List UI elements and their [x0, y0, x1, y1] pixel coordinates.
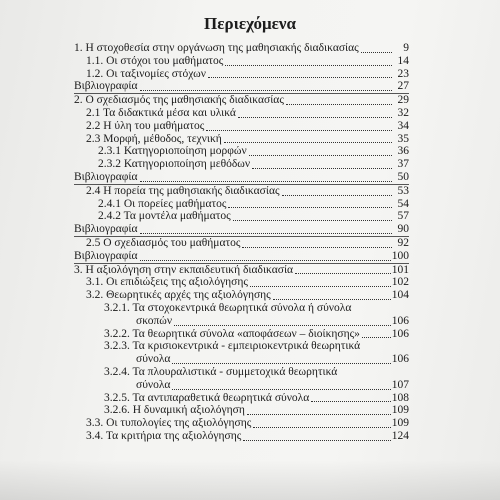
toc-entry-title: Βιβλιογραφία: [74, 80, 138, 93]
toc-page-number: 9: [403, 42, 409, 54]
toc-entry: [74, 263, 409, 277]
toc-entry-title-cont: σκοπών: [136, 314, 173, 327]
toc-entry: [74, 236, 409, 250]
leader-dots: [140, 89, 393, 91]
toc-page-number: 101: [391, 263, 409, 276]
leader-dots: [361, 51, 392, 53]
leader-dots: [238, 116, 392, 118]
toc-page-number: 92: [397, 236, 409, 249]
toc-page-number: 54: [397, 197, 409, 210]
leader-dots: [140, 259, 391, 261]
toc-entry: [74, 328, 409, 341]
leader-dots: [249, 154, 392, 156]
toc-page-number: 104: [391, 289, 409, 302]
toc-page-number: 124: [391, 429, 409, 442]
toc-entry-title: 3.2.5. Τα αντιπαραθετικά θεωρητικά σύνολα: [104, 391, 310, 404]
leader-dots: [225, 64, 392, 66]
toc-page-number: 29: [397, 94, 409, 107]
toc-entry-title: 1.1. Οι στόχοι του μαθήματος: [86, 54, 224, 67]
toc-page-number: 109: [391, 417, 409, 430]
toc-entry: [74, 210, 409, 223]
leader-dots: [282, 194, 392, 196]
toc-entry: [74, 417, 409, 430]
toc-page-number: 50: [397, 170, 409, 183]
toc-entry: [74, 223, 409, 236]
toc-page-number: 32: [397, 106, 409, 119]
toc-entry-title: 1.2. Οι ταξινομίες στόχων: [86, 67, 206, 80]
toc-entry: [74, 198, 409, 211]
toc-entry-title: 3.2.2. Τα θεωρητικά σύνολα «αποφάσεων – διοίκησης»: [104, 327, 360, 340]
leader-dots: [247, 413, 391, 415]
leader-dots: [253, 426, 390, 428]
toc-entry: [74, 366, 409, 392]
toc-page-number: 53: [397, 184, 409, 197]
leader-dots: [172, 362, 390, 364]
leader-dots: [228, 206, 392, 208]
toc-entry: [74, 276, 409, 289]
leader-dots: [140, 180, 393, 182]
leader-dots: [295, 272, 391, 274]
toc-entry-title: 3.2. Θεωρητικές αρχές της αξιολόγησης: [86, 289, 271, 302]
toc-entry-title: Βιβλιογραφία: [74, 223, 138, 236]
toc-entry: [74, 340, 409, 366]
toc-entry-title: 2.4.1 Οι πορείες μαθήματος: [98, 197, 227, 210]
toc-page-number: 107: [391, 378, 409, 391]
toc-entry-title: 3.2.3. Τα κρισιοκεντρικά - εμπειριοκεντρικά θεωρητικά: [104, 340, 361, 353]
toc-entry-title: 2.3.2 Κατηγοριοποίηση μεθόδων: [98, 158, 251, 171]
toc-entry-title: 3.2.1. Τα στοχοκεντρικά θεωρητικά σύνολα ή σύνολα: [104, 301, 352, 314]
leader-dots: [252, 167, 392, 169]
toc-entry: [74, 42, 409, 55]
toc-entry: [74, 133, 409, 146]
toc-entry: [74, 55, 409, 68]
leader-dots: [311, 400, 390, 402]
page-shadow: [0, 460, 500, 500]
toc-entry: [74, 68, 409, 81]
leader-dots: [362, 336, 391, 338]
toc-page-number: 100: [391, 249, 409, 262]
leader-dots: [242, 246, 392, 248]
toc-entry: [74, 107, 409, 120]
leader-dots: [140, 232, 393, 234]
leader-dots: [273, 298, 391, 300]
toc-entry: [74, 250, 409, 263]
toc-entry-title: 1. Η στοχοθεσία στην οργάνωση της μαθησιακής διαδικασίας: [74, 42, 359, 54]
toc-entry-title-cont: σύνολα: [136, 353, 171, 366]
leader-dots: [224, 141, 392, 143]
toc-entry-title: 3.4. Τα κριτήρια της αξιολόγησης: [86, 429, 242, 442]
toc-entry: [74, 404, 409, 417]
page-title: Περιεχόμενα: [204, 14, 296, 33]
toc-entry-title: Βιβλιογραφία: [74, 249, 138, 262]
toc-entry: [74, 93, 409, 107]
toc-entry: [74, 392, 409, 405]
toc-entry-title: 2.3 Μορφή, μέθοδος, τεχνική: [86, 132, 222, 145]
toc-entry: [74, 145, 409, 158]
leader-dots: [174, 324, 391, 326]
toc-entry-title: 2.5 Ο σχεδιασμός του μαθήματος: [86, 236, 241, 249]
toc-entry-title: Βιβλιογραφία: [74, 170, 138, 183]
toc-entry-title: 2.1 Τα διδακτικά μέσα και υλικά: [86, 106, 236, 119]
leader-dots: [250, 285, 391, 287]
toc-entry-title: 3.3. Οι τυπολογίες της αξιολόγησης: [86, 417, 252, 430]
toc-entry: [74, 171, 409, 184]
toc-entry: [74, 184, 409, 198]
toc-entry: [74, 289, 409, 302]
toc-page-number: 102: [391, 276, 409, 289]
toc-page-number: 90: [397, 223, 409, 236]
toc-entry-title: 2.4.2 Τα μοντέλα μαθήματος: [98, 210, 231, 223]
toc-entry: [74, 430, 409, 443]
toc-page-number: 27: [397, 80, 409, 93]
toc-page-number: 35: [397, 132, 409, 145]
toc-entry-title-cont: σύνολα: [136, 378, 171, 391]
toc-page-number: 106: [391, 353, 409, 366]
toc-entry-title: 3. Η αξιολόγηση στην εκπαιδευτική διαδικασία: [74, 263, 294, 276]
toc-entry-title: 2.3.1 Κατηγοριοποίηση μορφών: [98, 145, 247, 158]
leader-dots: [208, 76, 392, 78]
leader-dots: [243, 439, 390, 441]
toc-page-number: 37: [397, 158, 409, 171]
toc-entry: [74, 302, 409, 328]
toc-page-number: 109: [391, 404, 409, 417]
toc-entry-title: 2.2 Η ύλη του μαθήματος: [86, 119, 205, 132]
leader-dots: [233, 219, 392, 221]
toc-entry-title: 2. Ο σχεδιασμός της μαθησιακής διαδικασίας: [74, 94, 284, 107]
toc-page-number: 36: [397, 145, 409, 158]
leader-dots: [206, 129, 392, 131]
toc-page-number: 23: [397, 67, 409, 80]
toc-entry-title: 3.1. Οι επιδιώξεις της αξιολόγησης: [86, 276, 248, 289]
toc-page-number: 57: [397, 210, 409, 223]
toc-entry-title: 3.2.6. Η δυναμική αξιολόγηση: [104, 404, 245, 417]
toc-entry-title: 2.4 Η πορεία της μαθησιακής διαδικασίας: [86, 184, 280, 197]
table-of-contents: [74, 42, 409, 443]
toc-entry-title: 3.2.4. Τα πλουραλιστικά - συμμετοχικά θεωρητικά: [104, 365, 338, 378]
toc-page-number: 34: [397, 119, 409, 132]
toc-page-number: 106: [391, 327, 409, 340]
toc-page-number: 108: [391, 391, 409, 404]
toc-entry: [74, 120, 409, 133]
toc-page-number: 14: [397, 54, 409, 67]
leader-dots: [172, 388, 390, 390]
leader-dots: [286, 103, 392, 105]
toc-page-number: 106: [391, 314, 409, 327]
toc-entry: [74, 158, 409, 171]
toc-entry: [74, 80, 409, 93]
